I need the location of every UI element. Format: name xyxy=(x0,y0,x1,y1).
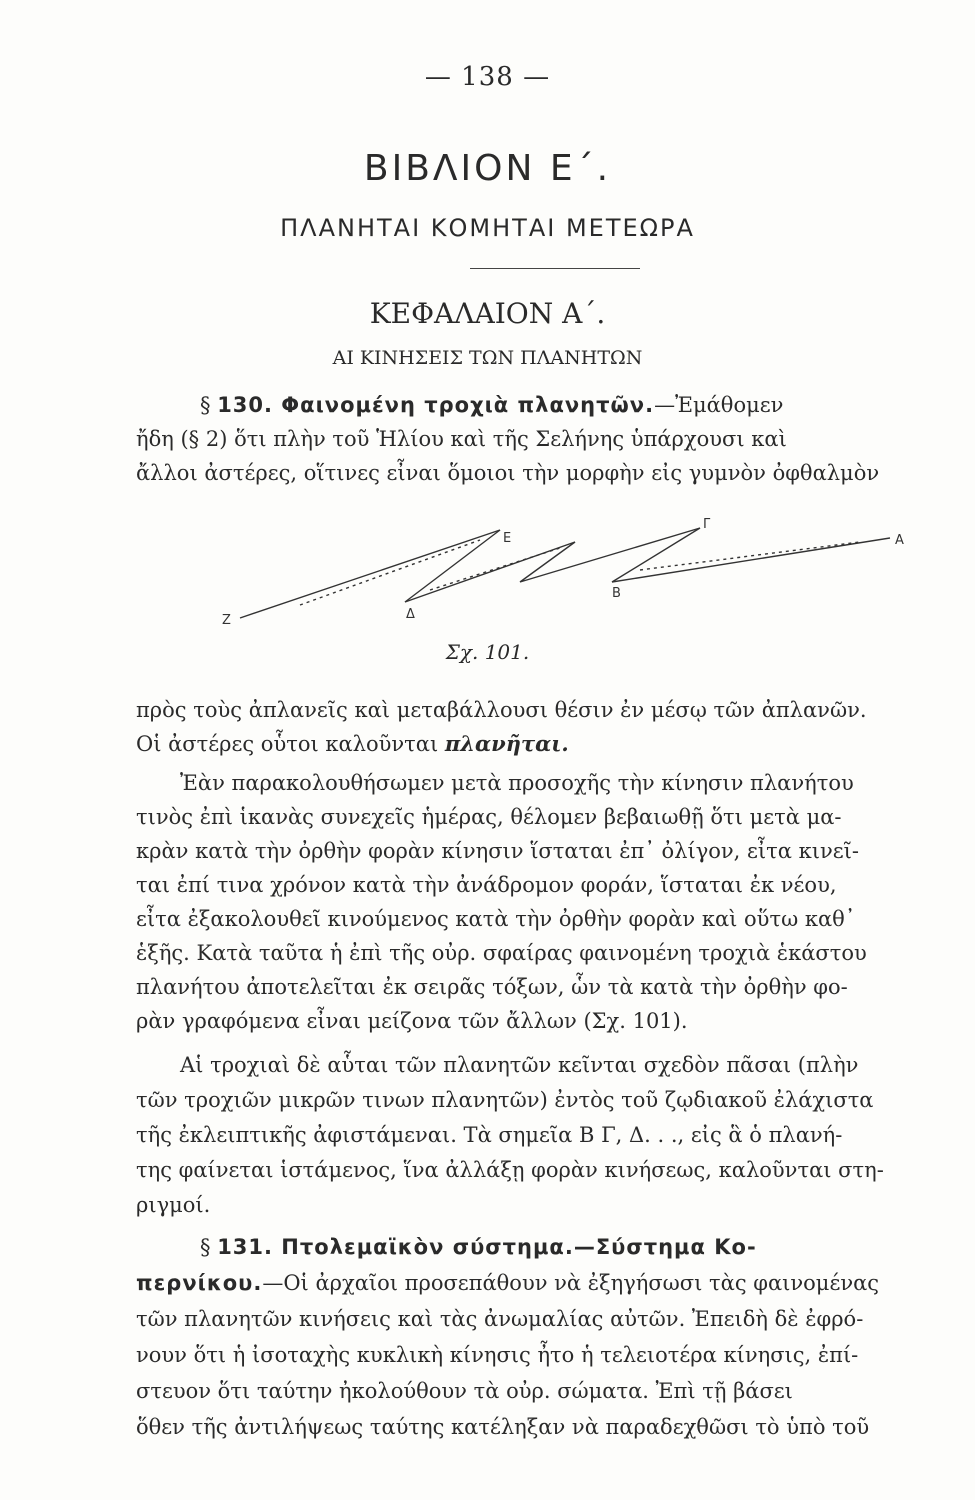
path-arc-3 xyxy=(405,542,575,602)
section-130-line-3: ἄλλοι ἀστέρες, οἵτινες εἶναι ὅμοιοι τὴν μορφὴν εἰς γυμνὸν ὀφθαλμὸν xyxy=(136,461,880,485)
para2-line: ται ἐπί τινα χρόνον κατὰ τὴν ἀνάδρομον φοράν, ἵσταται ἐκ νέου, xyxy=(136,873,837,897)
para3-line: της φαίνεται ἱστάμενος, ἵνα ἀλλάξῃ φορὰν κινήσεως, καλοῦνται στη- xyxy=(136,1158,884,1182)
para3-line: τῶν τροχιῶν μικρῶν τινων πλανητῶν) ἐντὸς τοῦ ζῳδιακοῦ ἐλάχιστα xyxy=(136,1088,874,1112)
label-e: Ε xyxy=(503,531,512,546)
section-marker: § xyxy=(200,1235,211,1259)
section-131-line-2 xyxy=(136,1266,956,1300)
term-planetai: πλανῆται. xyxy=(444,731,569,756)
chapter-subtitle: ΑΙ ΚΙΝΗΣΕΙΣ ΤΩΝ ΠΛΑΝΗΤΩΝ xyxy=(332,347,643,369)
para2-line: τινὸς ἐπὶ ἱκανὰς συνεχεῖς ἡμέρας, θέλομεν βεβαιωθῇ ὅτι μετὰ μα- xyxy=(136,805,842,829)
section-131-line-1 xyxy=(200,1230,960,1264)
page-number: — 138 — xyxy=(424,62,551,92)
label-g: Γ xyxy=(703,517,711,532)
section-131-line: νουν ὅτι ἡ ἰσοταχὴς κυκλικὴ κίνησις ἦτο ἡ τελειοτέρα κίνησις, ἐπί- xyxy=(136,1343,859,1367)
para3-line: τῆς ἐκλειπτικῆς ἀφιστάμεναι. Τὰ σημεῖα Β Γ, Δ. . ., εἰς ἃ ὁ πλανή- xyxy=(136,1123,843,1147)
para2-line: πλανήτου ἀποτελεῖται ἐκ σειρᾶς τόξων, ὧν τὰ κατὰ τὴν ὀρθὴν φο- xyxy=(136,975,848,999)
section-130-line-1 xyxy=(200,388,960,422)
para2-line: εἶτα ἐξακολουθεῖ κινούμενος κατὰ τὴν ὀρθὴν φορὰν καὶ οὕτω καθ᾿ xyxy=(136,907,856,931)
label-a: Α xyxy=(895,533,904,548)
path-arc-2 xyxy=(405,530,500,602)
path-hatch-3 xyxy=(640,542,860,570)
section-131-line: ὅθεν τῆς ἀντιλήψεως ταύτης κατέληξαν νὰ παραδεχθῶσι τὸ ὑπὸ τοῦ xyxy=(136,1415,870,1439)
section-130-line-2: ἤδη (§ 2) ὅτι πλὴν τοῦ Ἡλίου καὶ τῆς Σελήνης ὑπάρχουσι καὶ xyxy=(136,427,787,451)
section-130-heading: 130. Φαινομένη τροχιὰ πλανητῶν. xyxy=(217,393,655,417)
para3-line: Αἱ τροχιαὶ δὲ αὗται τῶν πλανητῶν κεῖνται σχεδὸν πᾶσαι (πλὴν xyxy=(180,1053,859,1077)
path-arc-6 xyxy=(612,538,890,582)
section-131-heading: 131. Πτολεμαϊκὸν σύστημα.—Σύστημα Κο- xyxy=(217,1235,757,1259)
section-marker: § xyxy=(200,393,211,417)
para3-line: ριγμοί. xyxy=(136,1193,211,1217)
section-131-text: —Οἱ ἀρχαῖοι προσεπάθουν νὰ ἐξηγήσωσι τὰς φαινομένας xyxy=(262,1271,880,1295)
para1-line-2-text: Οἱ ἀστέρες οὗτοι καλοῦνται xyxy=(136,732,439,756)
para2-line: ἑξῆς. Κατὰ ταῦτα ἡ ἐπὶ τῆς οὐρ. σφαίρας φαινομένη τροχιὰ ἑκάστου xyxy=(136,941,867,965)
label-b: Β xyxy=(612,586,621,601)
apparent-path xyxy=(240,528,890,618)
book-subtitle: ΠΛΑΝΗΤΑΙ ΚΟΜΗΤΑΙ ΜΕΤΕΩΡΑ xyxy=(280,214,695,242)
book-title: ΒΙΒΛΙΟΝ Ε΄. xyxy=(363,148,612,189)
chapter-title: ΚΕΦΑΛΑΙΟΝ Α΄. xyxy=(369,297,606,330)
figure-caption: Σχ. 101. xyxy=(445,640,530,664)
para1-line-1: πρὸς τοὺς ἀπλανεῖς καὶ μεταβάλλουσι θέσιν ἐν μέσῳ τῶν ἀπλανῶν. xyxy=(136,698,867,722)
title-divider xyxy=(470,268,640,269)
para2-line: κρὰν κατὰ τὴν ὀρθὴν φορὰν κίνησιν ἵσταται ἐπ᾿ ὀλίγον, εἶτα κινεῖ- xyxy=(136,839,859,863)
para2-line: Ἐὰν παρακολουθήσωμεν μετὰ προσοχῆς τὴν κίνησιν πλανήτου xyxy=(180,771,854,795)
section-130-text: —Ἐμάθομεν xyxy=(654,393,784,417)
section-131-line: τῶν πλανητῶν κινήσεις καὶ τὰς ἀνωμαλίας αὐτῶν. Ἐπειδὴ δὲ ἐφρό- xyxy=(136,1307,864,1331)
label-z: Ζ xyxy=(222,613,231,628)
section-131-line: στευον ὅτι ταύτην ἠκολούθουν τὰ οὐρ. σώματα. Ἐπὶ τῇ βάσει xyxy=(136,1379,793,1403)
path-arc-1 xyxy=(240,530,500,618)
path-hatch-1 xyxy=(300,540,480,605)
label-d: Δ xyxy=(406,607,415,622)
path-arc-4 xyxy=(520,528,700,582)
path-arc-5 xyxy=(612,528,700,582)
para1-line-2 xyxy=(136,727,956,761)
para2-line: ρὰν γραφόμενα εἶναι μείζονα τῶν ἄλλων (Σχ. 101). xyxy=(136,1009,688,1033)
section-131-heading-cont: περνίκου. xyxy=(136,1271,263,1295)
